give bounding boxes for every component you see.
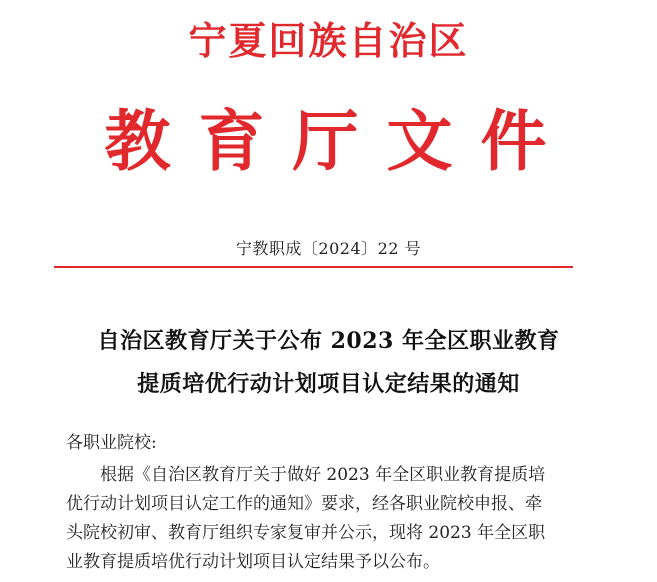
document-title-line-2: 提质培优行动计划项目认定结果的通知: [137, 371, 520, 397]
salutation: 各职业院校:: [66, 433, 157, 453]
issuer-doc-type-heading: 教育厅文件: [104, 102, 575, 180]
body-line: 头院校初审、教育厅组织专家复审并公示，现将 2023 年全区职: [66, 523, 546, 543]
body-line: 根据《自治区教育厅关于做好 2023 年全区职业教育提质培: [100, 465, 546, 485]
body-line: 优行动计划项目认定工作的通知》要求，经各职业院校申报、牵: [66, 494, 542, 514]
document-title-line-1: 自治区教育厅关于公布 2023 年全区职业教育: [97, 328, 560, 354]
body-paragraph: [66, 461, 596, 577]
issuer-region-heading: 宁夏回族自治区: [188, 18, 469, 63]
document-number: 宁教职成〔2024〕22 号: [235, 239, 422, 258]
red-divider-line: [54, 266, 573, 268]
body-line: 业教育提质培优行动计划项目认定结果予以公布。: [66, 552, 440, 572]
